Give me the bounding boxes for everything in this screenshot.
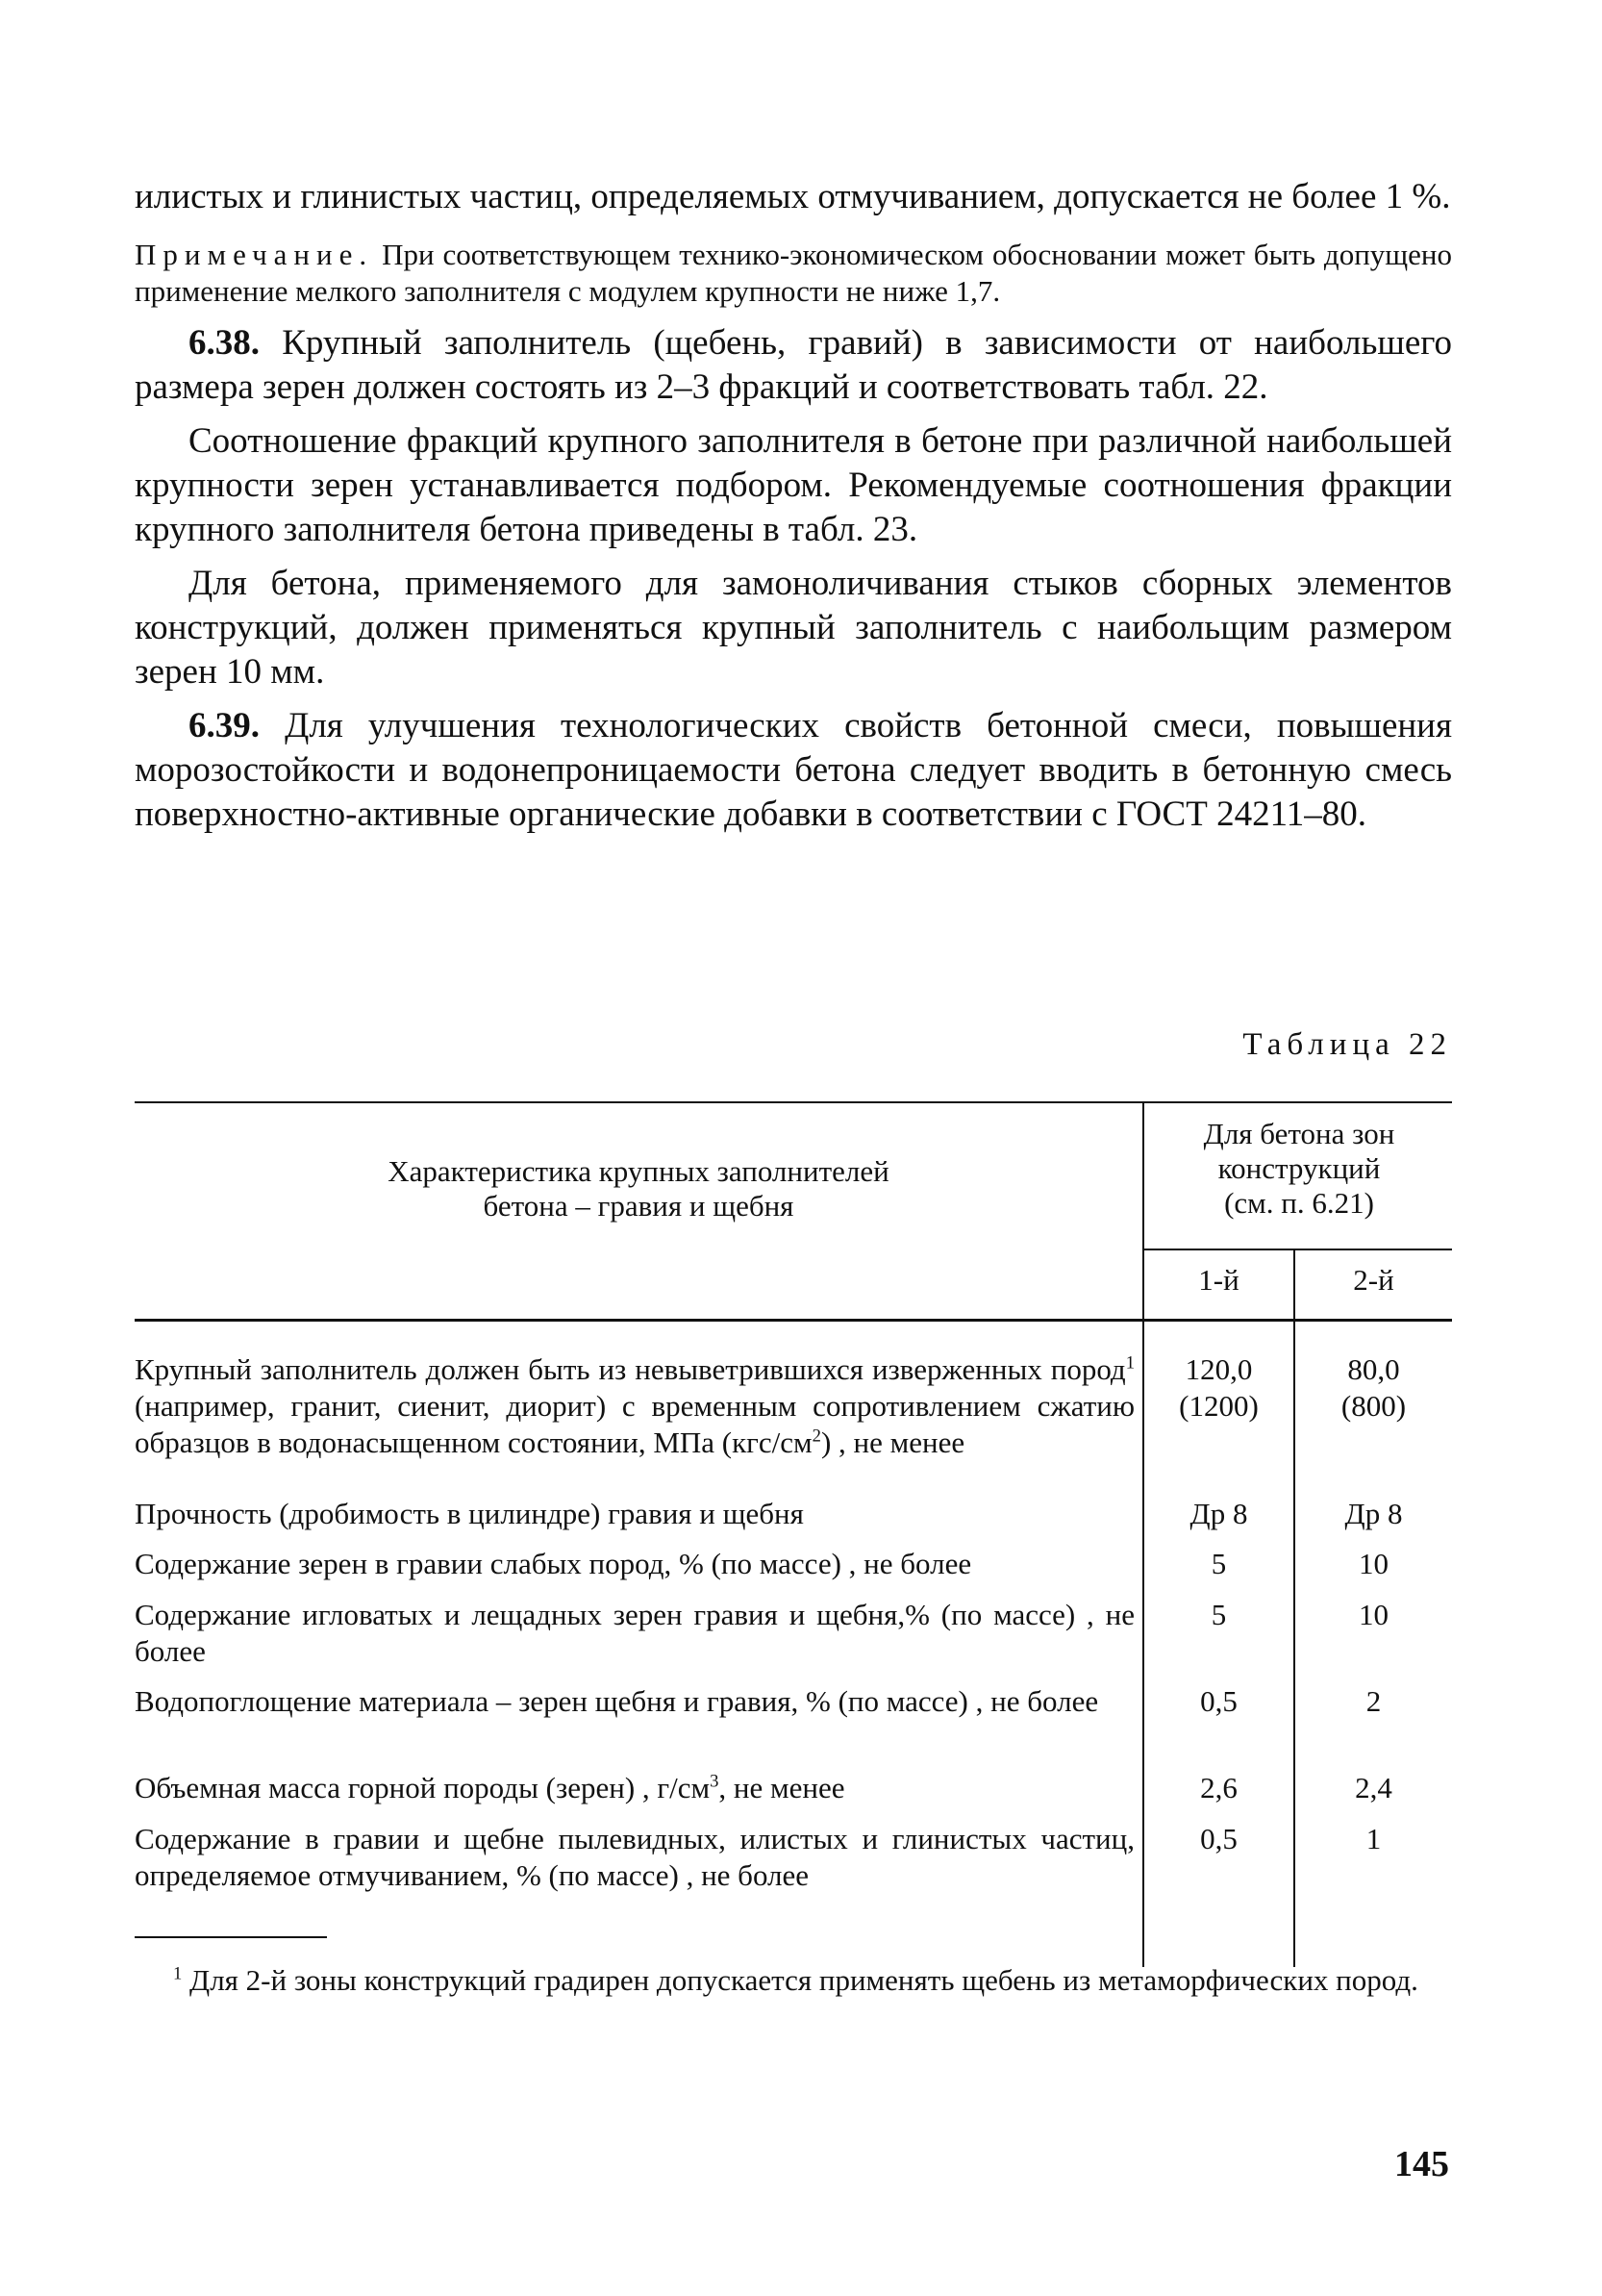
row-text: ) , не менее	[820, 1426, 965, 1459]
table-row-label	[135, 1351, 1135, 1461]
table-cell-zone-2: 2	[1365, 1684, 1382, 1718]
table-top-rule	[135, 1101, 1452, 1103]
column-zone-2: 2-й	[1353, 1263, 1394, 1297]
page-number: 145	[1394, 2144, 1449, 2184]
table-22	[135, 1101, 1452, 1967]
table-header-characteristic	[135, 1154, 1142, 1224]
footnote-mark: 1	[1125, 1352, 1135, 1374]
table-cell-zone-2	[1295, 1351, 1452, 1425]
table-cell-zone-1: 0,5	[1200, 1684, 1238, 1718]
section-number: 6.38.	[188, 323, 260, 363]
table-cell-zone-2: 10	[1359, 1547, 1389, 1580]
row-text: , не менее	[718, 1771, 845, 1804]
cell-value: 120,0	[1185, 1352, 1253, 1386]
table-cell-zone-2: 10	[1359, 1598, 1389, 1631]
paragraph-6-38	[135, 321, 1452, 410]
table-cell-zone-1: 0,5	[1200, 1822, 1238, 1855]
cell-value: (1200)	[1179, 1389, 1259, 1423]
table-row-label: Содержание в гравии и щебне пылевидных, илистых и глинистых частиц, определяемое отмучиванием, % (по массе) , не более	[135, 1822, 1135, 1892]
table-cell-zone-2: 1	[1365, 1822, 1382, 1855]
footnote	[135, 1962, 1452, 1999]
table-cell-zone-1: Др 8	[1189, 1497, 1248, 1530]
table-row-label: Содержание игловатых и лещадных зерен гравия и щебня,% (по массе) , не более	[135, 1598, 1135, 1668]
header-line: Характеристика крупных заполнителей	[388, 1154, 889, 1188]
header-line: Для бетона зон	[1203, 1117, 1395, 1150]
footnote-rule	[135, 1936, 327, 1938]
footnote-text: Для 2-й зоны конструкций градирен допускается применять щебень из метаморфических пород.	[182, 1963, 1418, 1997]
paragraph-text: Крупный заполнитель (щебень, гравий) в зависимости от наибольшего размера зерен должен состоять из 2–3 фракций и соответствовать табл. 22.	[135, 323, 1452, 407]
table-cell-zone-1: 2,6	[1200, 1771, 1238, 1804]
table-row-label: Содержание зерен в гравии слабых пород, % (по массе) , не более	[135, 1547, 972, 1580]
superscript: 3	[710, 1771, 719, 1792]
superscript: 2	[812, 1426, 821, 1447]
column-zone-1: 1-й	[1198, 1263, 1239, 1297]
table-header-zones	[1146, 1117, 1452, 1221]
row-text: Крупный заполнитель должен быть из невыветрившихся изверженных пород	[135, 1352, 1126, 1386]
table-row-label: Прочность (дробимость в цилиндре) гравия и щебня	[135, 1497, 804, 1530]
table-cell-zone-2: 2,4	[1355, 1771, 1392, 1804]
table-cell-zone-1	[1144, 1351, 1293, 1425]
table-row-label	[135, 1770, 1135, 1806]
paragraph-continuation: илистых и глинистых частиц, определяемых отмучиванием, допускается не более 1 %.	[135, 177, 1451, 216]
header-line: (см. п. 6.21)	[1224, 1186, 1374, 1220]
table-header-bottom-rule	[135, 1319, 1452, 1322]
table-cell-zone-1: 5	[1211, 1598, 1227, 1631]
paragraph-ratio: Соотношение фракций крупного заполнителя в бетоне при различной наибольшей крупности зерен устанавливается подбором. Рекомендуемые соотношения фракции крупного заполнителя бетона приведены в табл. 23.	[135, 421, 1452, 549]
table-cell-zone-1: 5	[1211, 1547, 1227, 1580]
paragraph-joints: Для бетона, применяемого для замоноличивания стыков сборных элементов конструкций, должен применяться крупный заполнитель с наибольщим размером зерен 10 мм.	[135, 564, 1452, 692]
header-line: бетона – гравия и щебня	[483, 1189, 794, 1223]
footnote-mark: 1	[173, 1963, 183, 1984]
table-subheader-rule	[1142, 1249, 1452, 1250]
table-row-label: Водопоглощение материала – зерен щебня и гравия, % (по массе) , не более	[135, 1684, 1099, 1718]
header-line: конструкций	[1217, 1151, 1381, 1185]
table-caption: Таблица 22	[1242, 1027, 1452, 1062]
cell-value: 80,0	[1347, 1352, 1400, 1386]
paragraph-text: Для улучшения технологических свойств бетонной смеси, повышения морозостойкости и водонепроницаемости бетона следует вводить в бетонную смесь поверхностно-активные органические добавки в соответствии с ГОСТ 24211–80.	[135, 706, 1453, 834]
note-text: При соответствующем технико-экономическом обосновании может быть допущено применение мелкого заполнителя с модулем крупности не ниже 1,7.	[135, 238, 1452, 308]
page-body	[135, 175, 1452, 837]
table-cell-zone-2: Др 8	[1344, 1497, 1403, 1530]
row-text: (например, гранит, сиенит, диорит) с временным сопротивлением сжатию образцов в водонасыщенном состоянии, МПа (кгс/см	[135, 1389, 1135, 1459]
paragraph-6-39	[135, 704, 1452, 837]
note	[135, 237, 1452, 310]
note-label: Примечание.	[135, 238, 374, 271]
section-number: 6.39.	[188, 706, 260, 745]
cell-value: (800)	[1340, 1389, 1407, 1423]
row-text: Объемная масса горной породы (зерен) , г/см	[135, 1771, 711, 1804]
